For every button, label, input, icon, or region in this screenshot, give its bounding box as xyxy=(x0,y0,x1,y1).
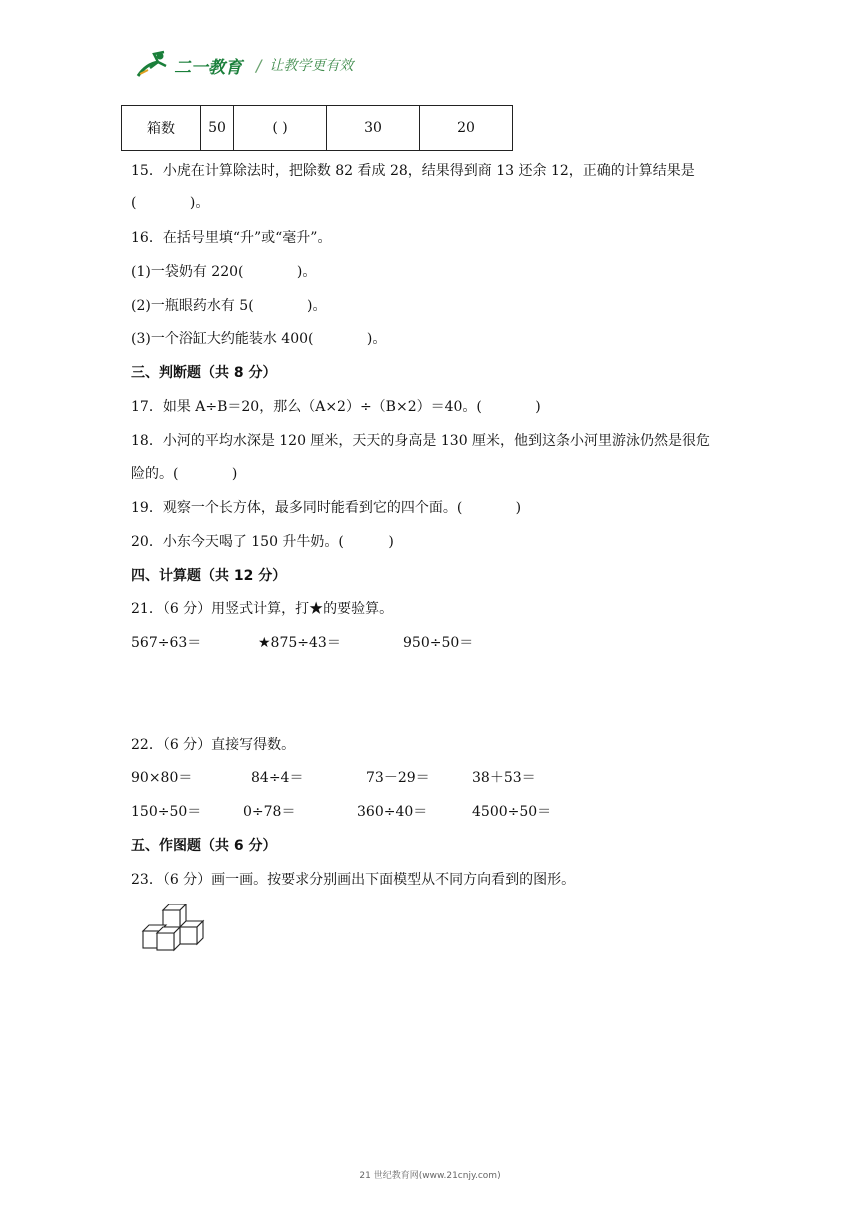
calc-item: 84÷4＝ xyxy=(251,770,304,786)
table-cell: 20 xyxy=(420,106,513,151)
calc-item: 4500÷50＝ xyxy=(472,804,552,820)
section-heading: 五、作图题（共 6 分） xyxy=(131,838,277,854)
question-16-item: (2)一瓶眼药水有 5( )。 xyxy=(131,298,327,314)
divider-slash: / xyxy=(256,55,262,75)
question-18-line1: 18．小河的平均水深是 120 厘米，天天的身高是 130 厘米，他到这条小河里游泳仍然是很危 xyxy=(131,433,711,449)
table-cell: 30 xyxy=(327,106,420,151)
question-15-line2: ( )。 xyxy=(131,195,210,211)
table-cell: 50 xyxy=(201,106,234,151)
question-16-stem: 16．在括号里填“升”或“毫升”。 xyxy=(131,230,332,246)
question-20: 20．小东今天喝了 150 升牛奶。( ) xyxy=(131,534,394,550)
brand-slogan: 让教学更有效 xyxy=(269,58,354,74)
question-18-line2: 险的。( ) xyxy=(131,466,238,482)
question-15-line1: 15．小虎在计算除法时，把除数 82 看成 28，结果得到商 13 还余 12，正确的计算结果是 xyxy=(131,163,695,179)
table-cell: 箱数 xyxy=(122,106,201,151)
boxes-table xyxy=(121,105,513,151)
table-cell: ( ) xyxy=(234,106,327,151)
calc-item: 567÷63＝ xyxy=(131,635,202,651)
section-heading: 四、计算题（共 12 分） xyxy=(131,568,287,584)
calc-item: 38＋53＝ xyxy=(472,770,536,786)
section-heading: 三、判断题（共 8 分） xyxy=(131,365,277,381)
brand-name: 二一教育 xyxy=(174,57,242,78)
calc-item: ★875÷43＝ xyxy=(258,635,341,651)
cube-model-figure xyxy=(140,904,206,954)
header-logo xyxy=(136,48,353,82)
calc-item: 90×80＝ xyxy=(131,770,193,786)
question-23: 23．（6 分）画一画。按要求分别画出下面模型从不同方向看到的图形。 xyxy=(131,872,576,888)
question-16-item: (3)一个浴缸大约能装水 400( )。 xyxy=(131,331,387,347)
calc-item: 150÷50＝ xyxy=(131,804,202,820)
calc-item: 950÷50＝ xyxy=(403,635,474,651)
page-footer: 21 世纪教育网(www.21cnjy.com) xyxy=(359,1171,501,1181)
calc-item: 360÷40＝ xyxy=(357,804,428,820)
calc-item: 0÷78＝ xyxy=(243,804,296,820)
question-21-stem: 21．（6 分）用竖式计算，打★的要验算。 xyxy=(131,601,394,617)
runner-logo-icon xyxy=(136,50,172,80)
question-16-item: (1)一袋奶有 220( )。 xyxy=(131,264,317,280)
question-17: 17．如果 A÷B＝20，那么（A×2）÷（B×2）＝40。( ) xyxy=(131,399,541,415)
calc-item: 73－29＝ xyxy=(366,770,430,786)
table-row xyxy=(122,106,513,151)
question-19: 19．观察一个长方体，最多同时能看到它的四个面。( ) xyxy=(131,500,522,516)
question-22-stem: 22．（6 分）直接写得数。 xyxy=(131,737,296,753)
